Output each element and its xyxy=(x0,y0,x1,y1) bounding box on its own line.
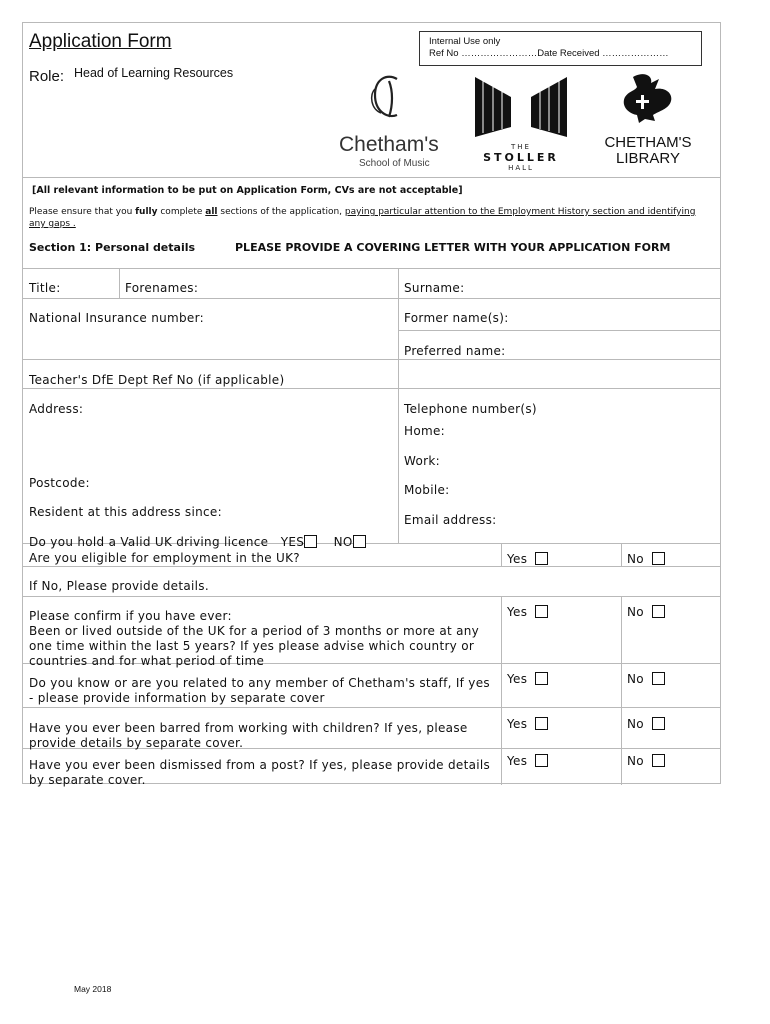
page-title: Application Form xyxy=(29,31,172,52)
dismissed-no-checkbox[interactable] xyxy=(652,754,665,767)
address-field[interactable]: Address: xyxy=(29,402,84,416)
home-phone-field[interactable]: Home: xyxy=(404,424,445,438)
lived-outside-question xyxy=(23,603,501,675)
licence-yes-label: YES xyxy=(280,535,305,549)
chethams-school-logo xyxy=(335,71,455,171)
related-yes-checkbox[interactable] xyxy=(535,672,548,685)
related-question: Do you know or are you related to any member of Chetham's staff, If yes - please provide information by separate cover xyxy=(29,676,490,705)
title-field[interactable]: Title: xyxy=(29,281,61,295)
related-yes-label: Yes xyxy=(507,672,528,686)
lived-outside-yes-label: Yes xyxy=(507,605,528,619)
licence-yes-checkbox[interactable] xyxy=(304,535,317,548)
internal-use-label: Internal Use only xyxy=(429,36,501,47)
barred-question: Have you ever been barred from working with children? If yes, please provide details by separate cover. xyxy=(29,721,468,750)
section-title: Section 1: Personal details xyxy=(29,241,196,254)
resident-since-field[interactable]: Resident at this address since: xyxy=(29,505,222,519)
stoller-the: THE xyxy=(511,143,531,151)
surname-field[interactable]: Surname: xyxy=(404,281,465,295)
work-phone-field[interactable]: Work: xyxy=(404,454,440,468)
covering-letter-notice: PLEASE PROVIDE A COVERING LETTER WITH YOUR APPLICATION FORM xyxy=(235,241,671,254)
lived-outside-intro: Please confirm if you have ever: xyxy=(29,609,232,623)
instructions xyxy=(23,179,720,254)
stoller-hall: HALL xyxy=(508,164,534,171)
related-yes xyxy=(507,672,548,686)
role-label: Role: xyxy=(29,68,65,85)
preferred-name-field[interactable]: Preferred name: xyxy=(404,344,506,358)
role-value: Head of Learning Resources xyxy=(74,66,234,80)
barred-no-checkbox[interactable] xyxy=(652,717,665,730)
dismissed-no xyxy=(627,754,665,768)
notice-text-a: Please ensure that you xyxy=(29,207,136,217)
lived-outside-no-label: No xyxy=(627,605,644,619)
eligible-yes-label: Yes xyxy=(507,552,528,566)
library-line1: CHETHAM'S xyxy=(604,134,692,151)
eligible-no-label: No xyxy=(627,552,644,566)
related-no xyxy=(627,672,665,686)
notice-employment-history: paying particular attention to the Employment History section and identifying any gaps . xyxy=(29,207,696,229)
if-no-details-field[interactable]: If No, Please provide details. xyxy=(29,579,209,593)
eligible-question: Are you eligible for employment in the UK? xyxy=(29,551,300,565)
barred-no xyxy=(627,717,665,731)
lived-outside-yes xyxy=(507,605,548,619)
dismissed-yes-checkbox[interactable] xyxy=(535,754,548,767)
lived-outside-text: Been or lived outside of the UK for a period of 3 months or more at any one time within the last 5 years? If yes please advise which country or countries and for what period of time xyxy=(29,624,480,668)
notice-all: all xyxy=(205,207,218,217)
dfe-ref-field[interactable]: Teacher's DfE Dept Ref No (if applicable) xyxy=(29,373,285,387)
dismissed-yes-label: Yes xyxy=(507,754,528,768)
eligible-no-checkbox[interactable] xyxy=(652,552,665,565)
barred-yes-label: Yes xyxy=(507,717,528,731)
dismissed-yes xyxy=(507,754,548,768)
stoller-name: STOLLER xyxy=(483,151,559,164)
footer-date: May 2018 xyxy=(74,984,112,994)
library-line2: LIBRARY xyxy=(616,150,680,167)
internal-use-box xyxy=(419,31,702,66)
ni-number-field[interactable]: National Insurance number: xyxy=(29,311,204,325)
barred-yes-checkbox[interactable] xyxy=(535,717,548,730)
mobile-phone-field[interactable]: Mobile: xyxy=(404,483,450,497)
dismissed-no-label: No xyxy=(627,754,644,768)
lived-outside-no xyxy=(627,605,665,619)
eligible-yes xyxy=(507,552,548,566)
ref-date-line: Ref No ……………………Date Received ………………… xyxy=(429,48,669,59)
licence-no-label: NO xyxy=(333,535,353,549)
barred-yes xyxy=(507,717,548,731)
eligible-no xyxy=(627,552,665,566)
forenames-field[interactable]: Forenames: xyxy=(125,281,199,295)
notice-fully: fully xyxy=(135,207,158,217)
form-header xyxy=(23,23,720,178)
related-no-checkbox[interactable] xyxy=(652,672,665,685)
lived-outside-yes-checkbox[interactable] xyxy=(535,605,548,618)
driving-licence-label: Do you hold a Valid UK driving licence xyxy=(29,535,269,549)
telephone-label: Telephone number(s) xyxy=(404,402,537,416)
chethams-sub: School of Music xyxy=(359,158,430,169)
barred-no-label: No xyxy=(627,717,644,731)
stoller-hall-logo xyxy=(471,75,571,171)
licence-no-checkbox[interactable] xyxy=(353,535,366,548)
chethams-name: Chetham's xyxy=(339,133,439,156)
eligible-yes-checkbox[interactable] xyxy=(535,552,548,565)
email-field[interactable]: Email address: xyxy=(404,513,497,527)
application-form xyxy=(22,22,721,787)
notice-text-b: complete xyxy=(157,207,206,217)
postcode-field[interactable]: Postcode: xyxy=(29,476,90,490)
chethams-library-logo xyxy=(593,71,703,171)
cv-notice: [All relevant information to be put on Application Form, CVs are not acceptable] xyxy=(32,185,463,196)
former-names-field[interactable]: Former name(s): xyxy=(404,311,509,325)
related-no-label: No xyxy=(627,672,644,686)
dismissed-question: Have you ever been dismissed from a post? If yes, please provide details by separate cover. xyxy=(29,758,491,787)
notice-text-c: sections of the application, xyxy=(217,207,345,217)
complete-all-notice xyxy=(29,206,714,230)
lived-outside-no-checkbox[interactable] xyxy=(652,605,665,618)
